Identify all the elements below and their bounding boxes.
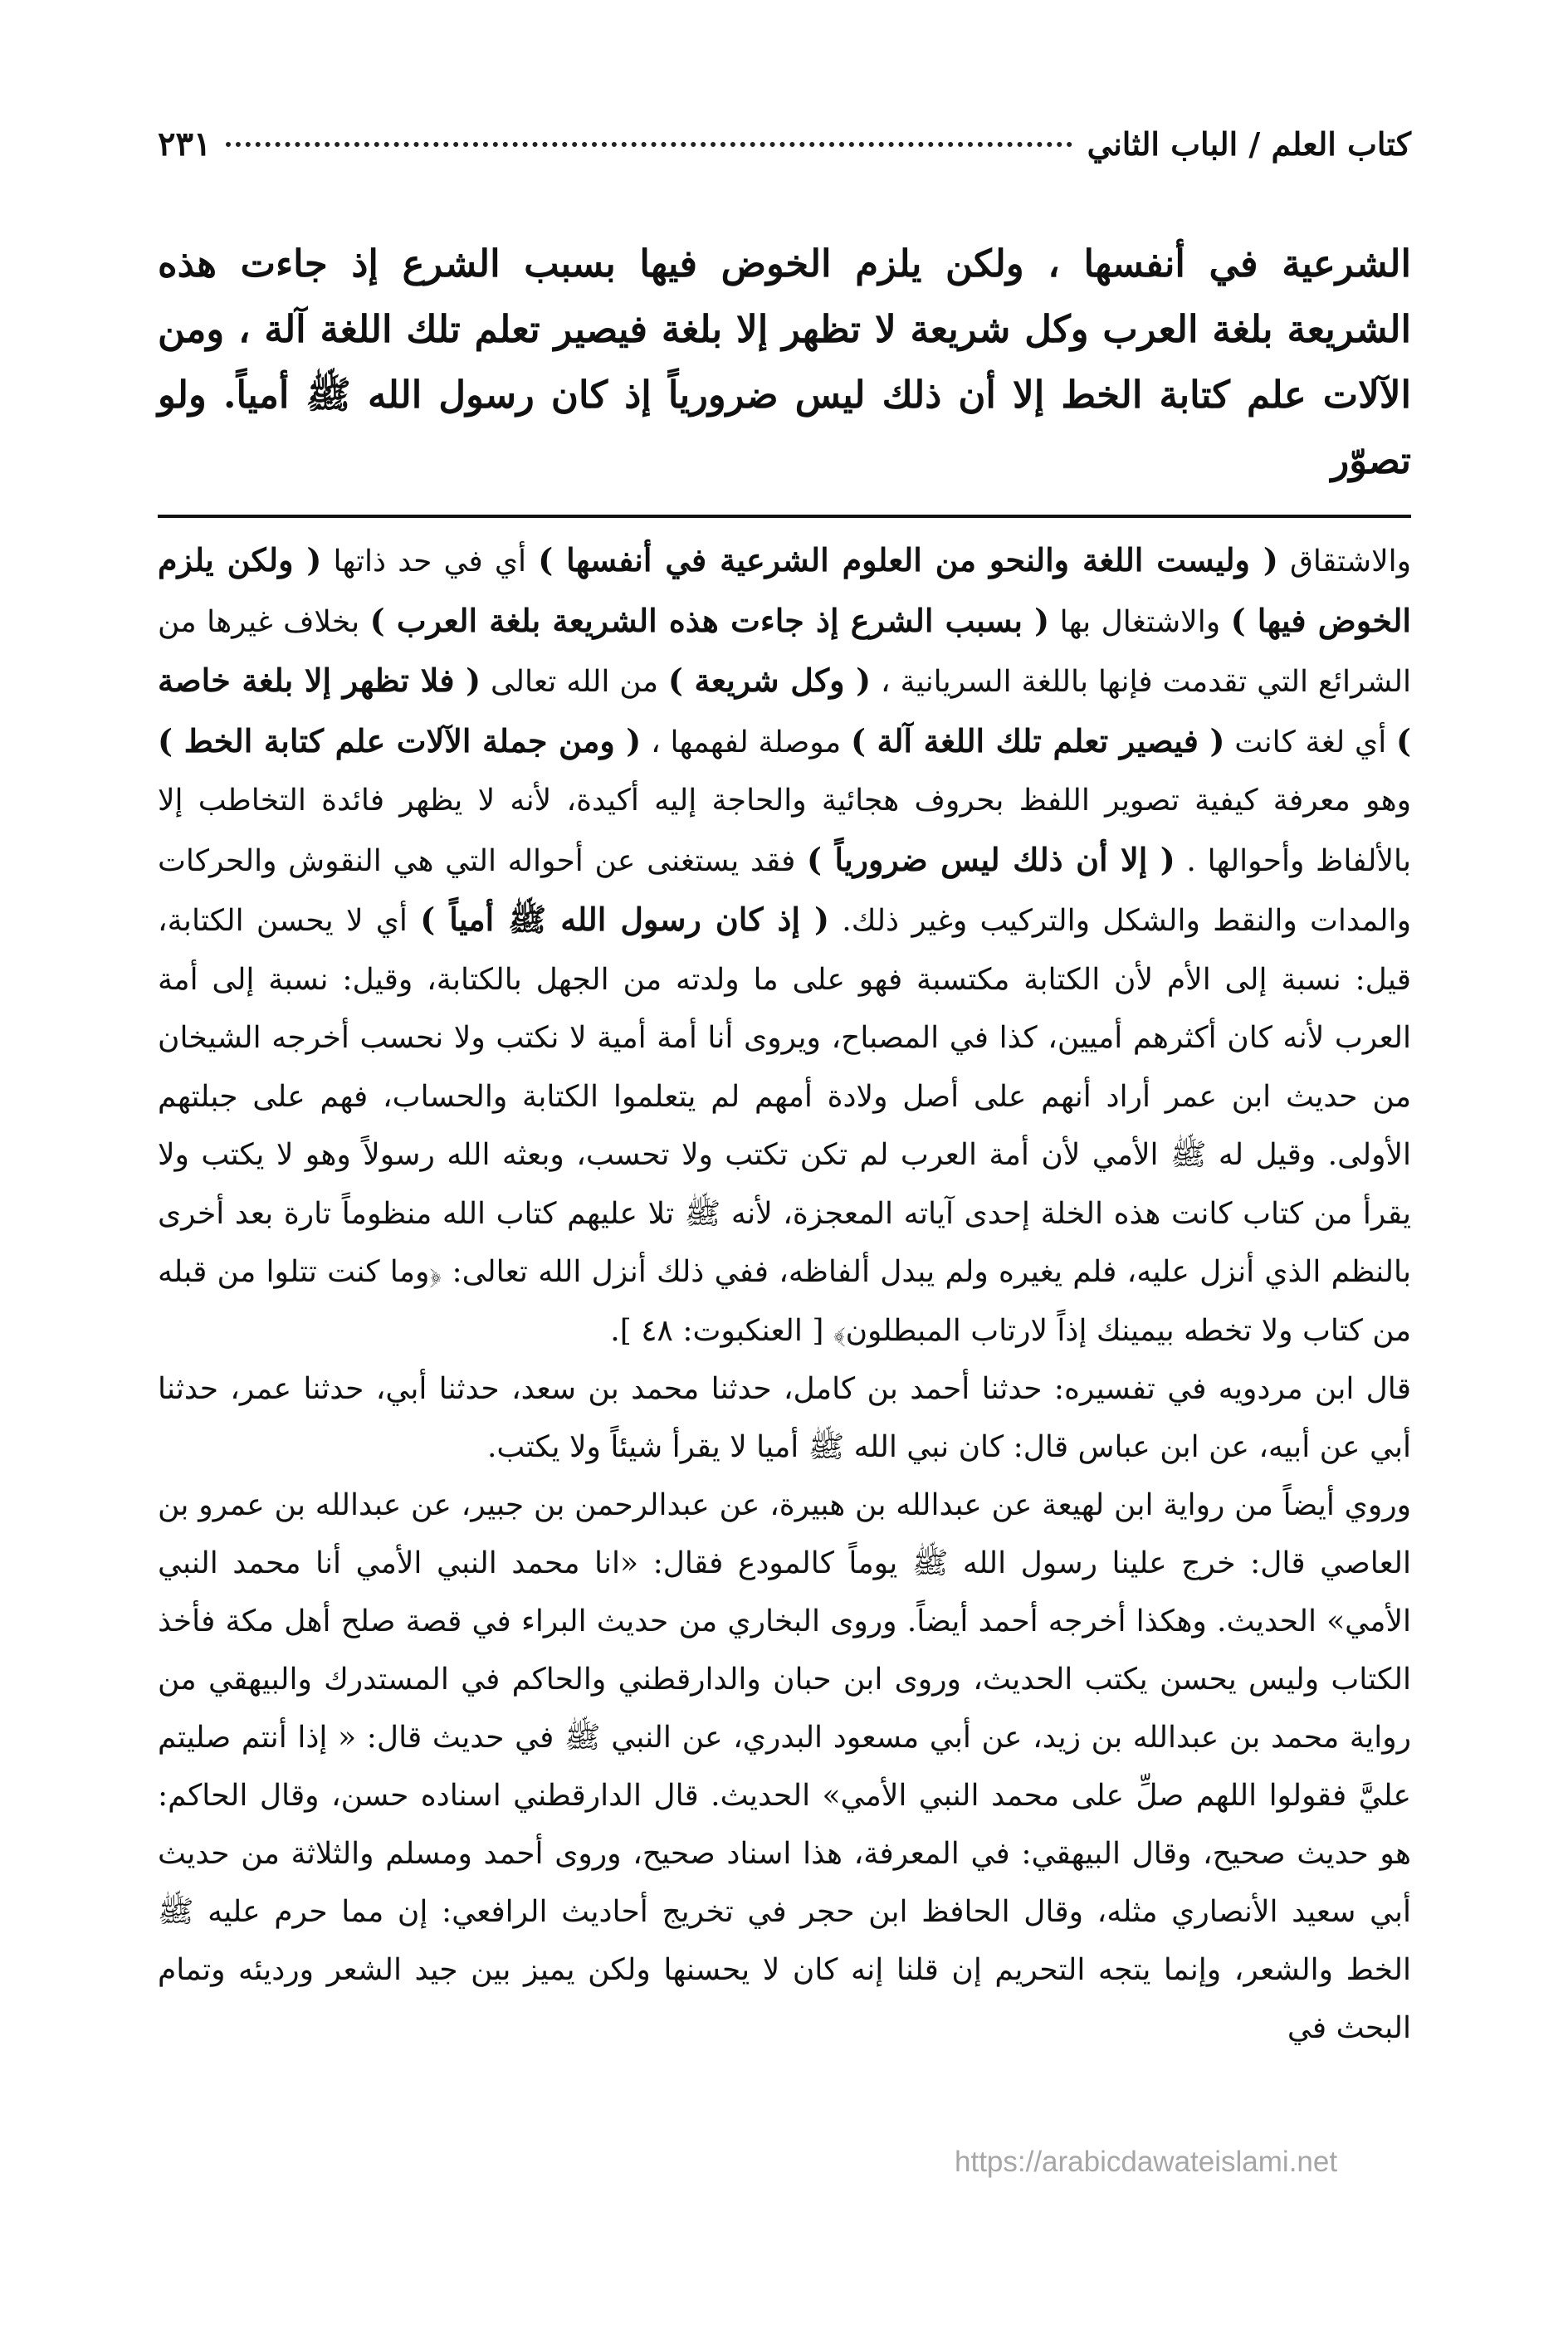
separator-rule	[158, 515, 1411, 518]
quoted-matn: ( فيصير تعلم تلك اللغة آلة )	[850, 721, 1225, 759]
commentary-text: أي لغة كانت	[1224, 725, 1397, 759]
page-number: ٢٣١	[158, 125, 212, 164]
running-title: كتاب العلم / الباب الثاني	[1087, 125, 1411, 163]
commentary-text: موصلة لفهمها ،	[641, 725, 851, 759]
watermark-url: https://arabicdawateislami.net	[955, 2146, 1338, 2178]
quoted-matn: ( بسبب الشرع إذ جاءت هذه الشريعة بلغة العرب )	[369, 601, 1050, 639]
quoted-matn: ( فلا تظهر إلا بلغة خاصة )	[158, 662, 1411, 759]
quoted-matn: ( إلا أن ذلك ليس ضرورياً )	[807, 840, 1175, 878]
commentary-text: فقد يستغنى عن أحواله التي هي النقوش والحركات والمدات والنقط والشكل والتركيب وغير ذلك.	[158, 843, 1411, 938]
main-text: الشرعية في أنفسها ، ولكن يلزم الخوض فيها بسبب الشرع إذ جاءت هذه الشريعة بلغة العرب وكل شريعة لا تظهر إلا بلغة فيصير تعلم تلك اللغة آلة ، ومن الآلات علم كتابة الخط إلا أن ذلك ليس ضرورياً إذ كان رسول الله ﷺ أمياً. ولو تصوّر	[158, 242, 1411, 482]
commentary-text: أي في حد ذاتها	[321, 544, 539, 579]
commentary-text: أي لا يحسن الكتابة، قيل: نسبة إلى الأم لأن الكتابة مكتسبة فهو على ما ولدته من الجهل بالكتابة، وقيل: نسبة إلى أمة العرب لأنه كان أكثرهم أميين، كذا في المصباح، ويروى أنا أمة أمية لا نكتب ولا نحسب أخرجه الشيخان من حديث ابن عمر أراد أنهم على أصل ولادة أمهم لم يتعلموا الكتابة والحساب، فهم على جبلتهم الأولى. وقيل له ﷺ الأمي لأن أمة العرب لم تكن تكتب ولا تحسب، وبعثه الله رسولاً وهو لا يكتب ولا يقرأ من كتاب كانت هذه الخلة إحدى آياته المعجزة، لأنه ﷺ تلا عليهم كتاب الله منظوماً تارة بعد أخرى بالنظم الذي أنزل عليه، فلم يغيره ولم يبدل ألفاظه، ففي ذلك أنزل الله تعالى: ﴿وما كنت تتلوا من قبله من كتاب ولا تخطه بيمينك إذاً لارتاب المبطلون﴾ [ العنكبوت: ٤٨ ].	[158, 904, 1412, 1348]
quoted-matn: ( ولكن يلزم الخوض فيها )	[158, 541, 1411, 639]
note-paragraph: وروي أيضاً من رواية ابن لهيعة عن عبدالله بن هبيرة، عن عبدالرحمن بن جبير، عن عبدالله بن عمرو بن العاصي قال: خرج علينا رسول الله ﷺ يوماً كالمودع فقال: «انا محمد النبي الأمي أنا محمد النبي الأمي» الحديث. وهكذا أخرجه أحمد أيضاً. وروى البخاري من حديث البراء في قصة صلح أهل مكة فأخذ الكتاب وليس يحسن يكتب الحديث، وروى ابن حبان والدارقطني والحاكم في المستدرك والبيهقي من رواية محمد بن عبدالله بن زيد، عن أبي مسعود البدري، عن النبي ﷺ في حديث قال: « إذا أنتم صليتم عليَّ فقولوا اللهم صلِّ على محمد النبي الأمي» الحديث. قال الدارقطني اسناده حسن، وقال الحاكم: هو حديث صحيح، وقال البيهقي: في المعرفة، هذا اسناد صحيح، وروى أحمد ومسلم والثلاثة من حديث أبي سعيد الأنصاري مثله، وقال الحافظ ابن حجر في تخريج أحاديث الرافعي: إن مما حرم عليه ﷺ الخط والشعر، وإنما يتجه التحريم إن قلنا إنه كان لا يحسنها ولكن يميز بين جيد الشعر ورديئه وتمام البحث في	[158, 1488, 1411, 2045]
additional-notes	[158, 1360, 1411, 2058]
note-paragraph: قال ابن مردويه في تفسيره: حدثنا أحمد بن كامل، حدثنا محمد بن سعد، حدثنا أبي، حدثنا عمر، حدثنا أبي عن أبيه، عن ابن عباس قال: كان نبي الله ﷺ أميا لا يقرأ شيئاً ولا يكتب.	[158, 1372, 1411, 1464]
page-header	[158, 125, 1411, 199]
quoted-matn: ( وليست اللغة والنحو من العلوم الشرعية في أنفسها )	[538, 541, 1278, 579]
commentary	[158, 531, 1411, 1360]
commentary-text: وهو معرفة كيفية تصوير اللفظ بحروف هجائية والحاجة إليه أكيدة، لأنه لا يظهر فائدة التخاطب إلا بالألفاظ وأحوالها .	[158, 784, 1412, 878]
quoted-matn: ( وكل شريعة )	[667, 662, 872, 699]
quoted-matn: ( ومن جملة الآلات علم كتابة الخط )	[158, 721, 642, 759]
commentary-text: من الله تعالى	[481, 665, 668, 699]
quoted-matn: ( إذ كان رسول الله ﷺ أمياً )	[420, 901, 830, 938]
commentary-text: بخلاف غيرها من الشرائع التي تقدمت فإنها باللغة السريانية ،	[158, 604, 1411, 699]
commentary-text: والاشتغال بها	[1049, 604, 1231, 639]
book-page	[158, 125, 1411, 2299]
commentary-text: والاشتقاق	[1277, 544, 1412, 579]
dotted-leader	[226, 142, 1072, 147]
commentary-paragraph	[158, 531, 1411, 1360]
